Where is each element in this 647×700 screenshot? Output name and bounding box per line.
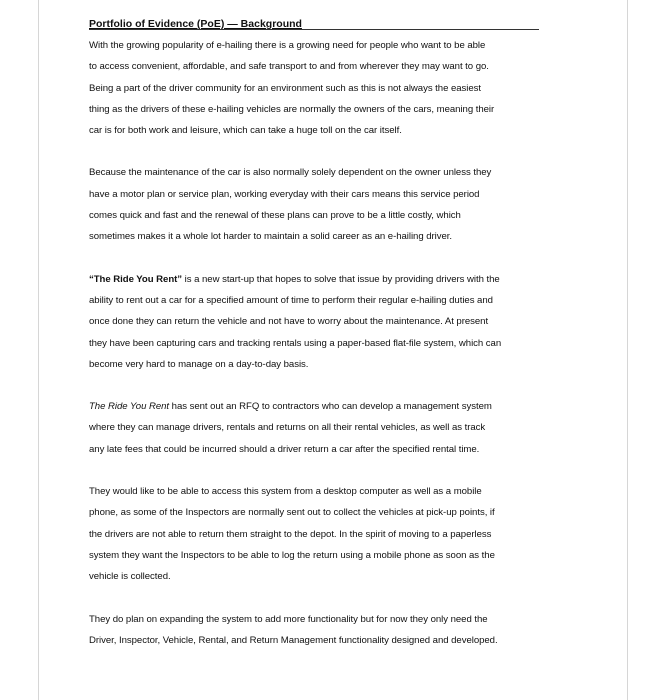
- company-name-bold: “The Ride You Rent”: [89, 273, 183, 285]
- paragraph-line: ability to rent out a car for a specified amount of time to perform their regular e-hailing duties and: [89, 294, 493, 306]
- paragraph-line: system they want the Inspectors to be able to log the return using a mobile phone as soon as the: [89, 549, 495, 561]
- paragraph-line: They do plan on expanding the system to add more functionality but for now they only need the: [89, 613, 488, 625]
- paragraph-3: [89, 269, 561, 375]
- document-body: [89, 14, 561, 672]
- paragraph-line: where they can manage drivers, rentals and returns on all their rental vehicles, as well as track: [89, 422, 486, 434]
- paragraph-1: [89, 35, 561, 141]
- paragraph-line: the drivers are not able to return them straight to the depot. In the spirit of moving to a paperless: [89, 528, 492, 540]
- paragraph-line: have a motor plan or service plan, working everyday with their cars means this service period: [89, 188, 480, 200]
- paragraph-line: any late fees that could be incurred should a driver return a car after the specified rental time.: [89, 443, 480, 455]
- paragraph-line: vehicle is collected.: [89, 571, 171, 583]
- paragraph-line: once done they can return the vehicle and not have to worry about the maintenance. At present: [89, 316, 489, 328]
- paragraph-line: They would like to be able to access this system from a desktop computer as well as a mobile: [89, 486, 482, 498]
- paragraph-line: Because the maintenance of the car is also normally solely dependent on the owner unless they: [89, 167, 492, 179]
- paragraph-line: With the growing popularity of e-hailing there is a growing need for people who want to be able: [89, 40, 486, 51]
- paragraph-line: [89, 269, 561, 290]
- section-heading: Portfolio of Evidence (PoE) — Background: [89, 18, 302, 30]
- paragraph-line: comes quick and fast and the renewal of these plans can prove to be a little costly, which: [89, 210, 461, 222]
- paragraph-line: to access convenient, affordable, and safe transport to and from wherever they may want to go.: [89, 61, 489, 73]
- paragraph-line: thing as the drivers of these e-hailing vehicles are normally the owners of the cars, meaning their: [89, 103, 495, 115]
- paragraph-2: [89, 162, 561, 247]
- paragraph-line: they have been capturing cars and tracking rentals using a paper-based flat-file system, which can: [89, 337, 502, 349]
- paragraph-line: phone, as some of the Inspectors are normally sent out to collect the vehicles at pick-up points, if: [89, 507, 495, 519]
- company-name-italic: The Ride You Rent: [89, 401, 170, 413]
- paragraph-line: car is for both work and leisure, which can take a huge toll on the car itself.: [89, 125, 402, 137]
- paragraph-text: has sent out an RFQ to contractors who can develop a management system: [169, 401, 492, 413]
- paragraph-4: [89, 396, 561, 460]
- paragraph-text: is a new start-up that hopes to solve that issue by providing drivers with the: [182, 273, 500, 285]
- paragraph-line: become very hard to manage on a day-to-day basis.: [89, 358, 309, 370]
- paragraph-line: [89, 396, 561, 417]
- paragraph-line: Driver, Inspector, Vehicle, Rental, and Return Management functionality designed and developed.: [89, 634, 498, 646]
- paragraph-5: [89, 481, 561, 587]
- paragraph-6: [89, 609, 561, 652]
- paragraph-line: Being a part of the driver community for an environment such as this is not always the easiest: [89, 82, 482, 94]
- heading-rule: [89, 29, 539, 30]
- paragraph-line: sometimes makes it a whole lot harder to maintain a solid career as an e-hailing driver.: [89, 231, 453, 243]
